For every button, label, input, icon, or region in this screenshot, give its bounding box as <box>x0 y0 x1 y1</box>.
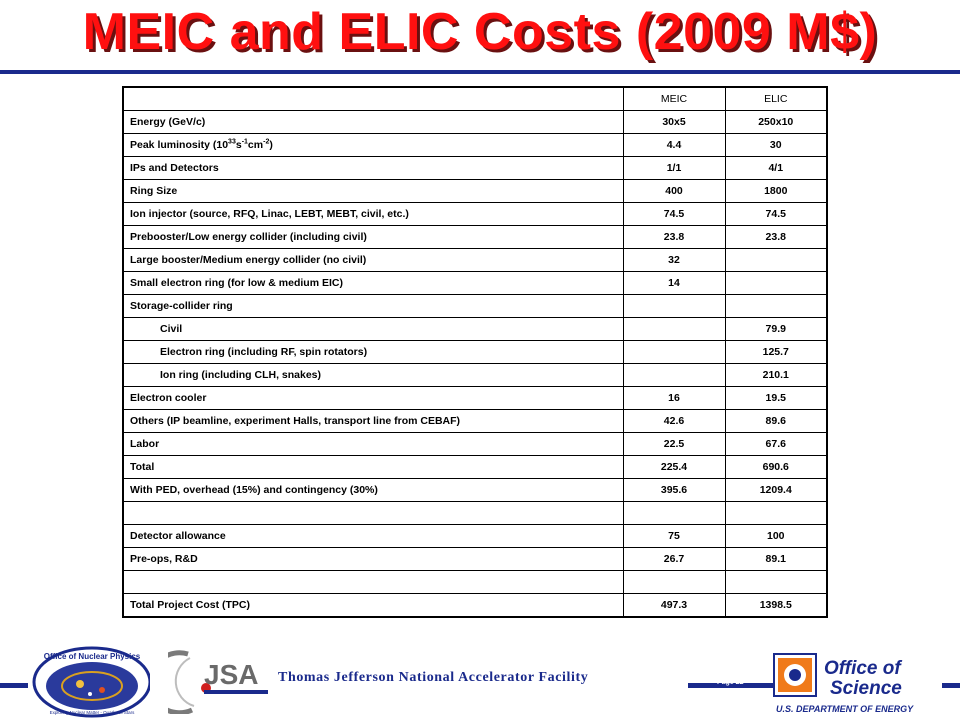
elic-value <box>725 295 827 318</box>
slide-title: MEIC and ELIC Costs (2009 M$) <box>82 3 878 61</box>
row-label: Pre-ops, R&D <box>123 548 623 571</box>
meic-value: 75 <box>623 525 725 548</box>
row-label-part: s <box>235 139 242 151</box>
elic-value: 89.6 <box>725 410 827 433</box>
row-label: Ring Size <box>123 180 623 203</box>
meic-value <box>623 295 725 318</box>
elic-value <box>725 571 827 594</box>
meic-value: 42.6 <box>623 410 725 433</box>
meic-value: 4.4 <box>623 134 725 157</box>
row-label: IPs and Detectors <box>123 157 623 180</box>
meic-value <box>623 341 725 364</box>
nuclear-physics-logo-text: Office of Nuclear Physics <box>43 652 141 661</box>
row-label: Prebooster/Low energy collider (including civil) <box>123 226 623 249</box>
table-row <box>123 364 827 387</box>
elic-value: 1800 <box>725 180 827 203</box>
office-of-science-logo <box>772 652 942 716</box>
meic-value: 16 <box>623 387 725 410</box>
meic-value: 225.4 <box>623 456 725 479</box>
footer-bar-left <box>0 683 28 688</box>
meic-value: 400 <box>623 180 725 203</box>
table-row <box>123 594 827 618</box>
table-row <box>123 134 827 157</box>
elic-value: 67.6 <box>725 433 827 456</box>
elic-value: 690.6 <box>725 456 827 479</box>
table-row <box>123 157 827 180</box>
row-label: Electron cooler <box>123 387 623 410</box>
meic-value: 26.7 <box>623 548 725 571</box>
row-label: Small electron ring (for low & medium EIC) <box>123 272 623 295</box>
row-label: Large booster/Medium energy collider (no civil) <box>123 249 623 272</box>
meic-value <box>623 364 725 387</box>
table-row <box>123 180 827 203</box>
meic-value: 23.8 <box>623 226 725 249</box>
cost-table <box>122 86 828 618</box>
row-label: Ion injector (source, RFQ, Linac, LEBT, MEBT, civil, etc.) <box>123 203 623 226</box>
meic-value: 14 <box>623 272 725 295</box>
meic-value: 22.5 <box>623 433 725 456</box>
table-row <box>123 249 827 272</box>
row-label-part: Peak luminosity (10 <box>130 139 229 151</box>
table-row <box>123 272 827 295</box>
row-label: Ion ring (including CLH, snakes) <box>123 364 623 387</box>
table-row <box>123 318 827 341</box>
row-label: Energy (GeV/c) <box>123 111 623 134</box>
row-label-part: 33 <box>228 138 236 146</box>
footer-bar-right <box>942 683 960 688</box>
jsa-logo-text: JSA <box>204 659 259 690</box>
table-row <box>123 548 827 571</box>
elic-value: 1209.4 <box>725 479 827 502</box>
row-label: With PED, overhead (15%) and contingency (30%) <box>123 479 623 502</box>
elic-value: 210.1 <box>725 364 827 387</box>
row-label <box>123 571 623 594</box>
meic-value: 497.3 <box>623 594 725 618</box>
table-header-row <box>123 87 827 111</box>
table-row <box>123 525 827 548</box>
meic-value <box>623 571 725 594</box>
table-row <box>123 387 827 410</box>
meic-value: 395.6 <box>623 479 725 502</box>
row-label: Storage-collider ring <box>123 295 623 318</box>
table-row <box>123 295 827 318</box>
elic-value: 89.1 <box>725 548 827 571</box>
row-label: Civil <box>123 318 623 341</box>
elic-value: 19.5 <box>725 387 827 410</box>
meic-value <box>623 318 725 341</box>
row-label-part: ) <box>269 139 273 151</box>
elic-value: 30 <box>725 134 827 157</box>
science-logo-line1: Office of <box>824 658 901 679</box>
meic-value: 32 <box>623 249 725 272</box>
table-row <box>123 111 827 134</box>
meic-value <box>623 502 725 525</box>
elic-value <box>725 272 827 295</box>
elic-value: 250x10 <box>725 111 827 134</box>
header-cell-blank <box>123 87 623 111</box>
row-label: Total <box>123 456 623 479</box>
elic-value <box>725 502 827 525</box>
meic-value: 1/1 <box>623 157 725 180</box>
table-row <box>123 341 827 364</box>
row-label: Detector allowance <box>123 525 623 548</box>
elic-value: 79.9 <box>725 318 827 341</box>
elic-value: 23.8 <box>725 226 827 249</box>
row-label: Labor <box>123 433 623 456</box>
elic-value: 74.5 <box>725 203 827 226</box>
header-cell-meic: MEIC <box>623 87 725 111</box>
meic-value: 74.5 <box>623 203 725 226</box>
row-label <box>123 502 623 525</box>
row-label: Others (IP beamline, experiment Halls, transport line from CEBAF) <box>123 410 623 433</box>
elic-value: 4/1 <box>725 157 827 180</box>
footer-lab-name: Thomas Jefferson National Accelerator Facility <box>278 670 589 685</box>
table-row <box>123 226 827 249</box>
science-logo-line3: U.S. DEPARTMENT OF ENERGY <box>776 704 914 714</box>
nuclear-physics-logo <box>30 646 150 718</box>
table-row <box>123 203 827 226</box>
row-label-part: -1 <box>241 138 248 146</box>
table-row <box>123 479 827 502</box>
row-label: Total Project Cost (TPC) <box>123 594 623 618</box>
nuclear-physics-tagline: Exploring Nuclear Matter - Quarks to Stars <box>49 710 135 715</box>
elic-value: 1398.5 <box>725 594 827 618</box>
row-label <box>123 134 623 157</box>
row-label: Electron ring (including RF, spin rotators) <box>123 341 623 364</box>
table-row <box>123 502 827 525</box>
elic-value: 125.7 <box>725 341 827 364</box>
table-row <box>123 433 827 456</box>
row-label-part: cm <box>247 139 264 151</box>
title-divider <box>0 70 960 74</box>
jsa-logo <box>168 648 272 714</box>
header-cell-elic: ELIC <box>725 87 827 111</box>
row-label-part: -2 <box>263 138 270 146</box>
elic-value <box>725 249 827 272</box>
page-number: Page 22 <box>717 679 744 686</box>
table-row <box>123 456 827 479</box>
table-row <box>123 410 827 433</box>
elic-value: 100 <box>725 525 827 548</box>
meic-value: 30x5 <box>623 111 725 134</box>
table-row <box>123 571 827 594</box>
science-logo-line2: Science <box>830 678 902 699</box>
